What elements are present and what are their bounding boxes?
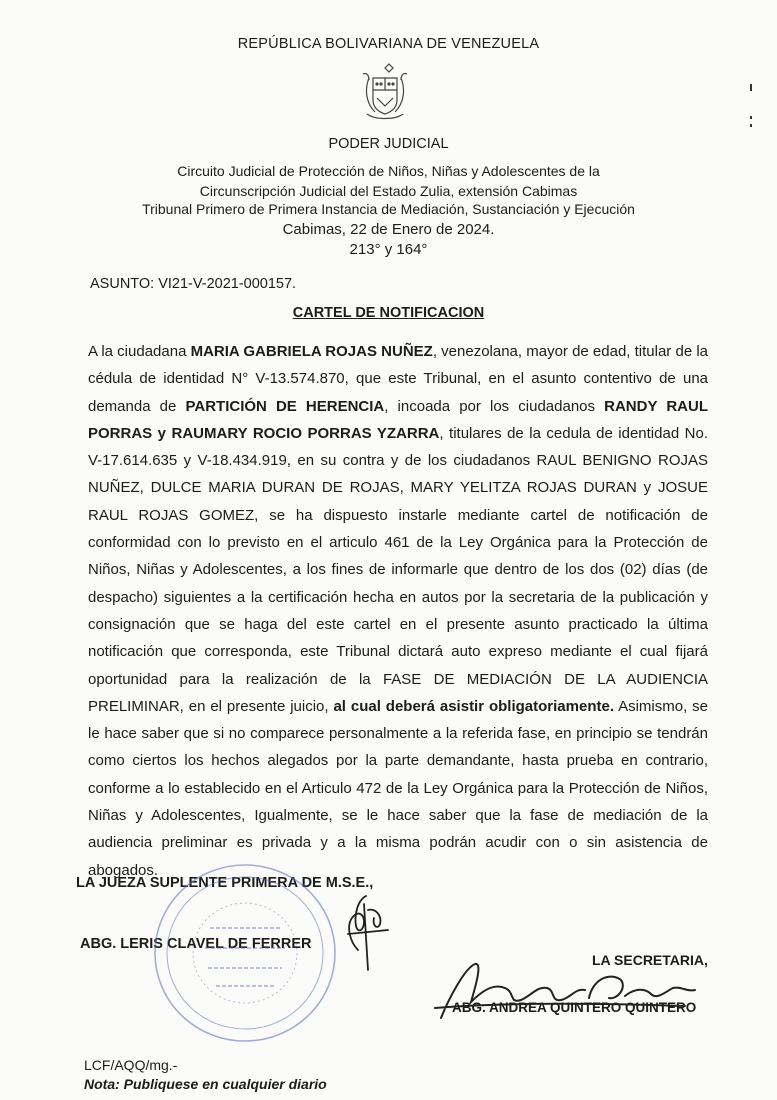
- document-title: CARTEL DE NOTIFICACION: [292, 305, 485, 321]
- publication-note: Nota: Publiquese en cualquier diario: [84, 1076, 327, 1092]
- court-line-3: Tribunal Primero de Primera Instancia de Mediación, Sustanciación y Ejecución: [142, 201, 635, 217]
- secretary-signature-icon: [425, 958, 715, 1028]
- judge-title: LA JUEZA SUPLENTE PRIMERA DE M.S.E.,: [76, 875, 374, 891]
- coat-of-arms-icon: [355, 62, 415, 126]
- place-date: Cabimas, 22 de Enero de 2024.: [282, 221, 495, 238]
- body-segment: A la ciudadana: [88, 343, 191, 360]
- judge-name: ABG. LERIS CLAVEL DE FERRER: [80, 936, 312, 952]
- body-segment: , incoada por los ciudadanos: [384, 397, 605, 415]
- court-line-1: Circuito Judicial de Protección de Niños, Niñas y Adolescentes de la: [177, 163, 600, 179]
- body-bold-name: MARIA GABRIELA ROJAS NUÑEZ: [190, 343, 433, 360]
- court-stamp-icon: [150, 858, 340, 1048]
- body-segment: Asimismo, se le hace saber que si no comparece personalmente a la referida fase, en principio se tendrán como ciertos los hechos alegados por la parte demandante, hasta prueba en contrario, conforme a lo establecido en el Articulo 472 de la Ley Orgánica para la Protección de Niños, Niñas y Adolescentes, Igualmente, se le hace saber que la fase de mediación de la audiencia preliminar es privada y a la misma podrán acudir con o sin asistencia de abogados.: [88, 697, 708, 879]
- judge-signature-icon: [328, 890, 398, 980]
- body-bold-obligation: al cual deberá asistir obligatoriamente.: [333, 697, 614, 715]
- years-line: 213° y 164°: [349, 241, 428, 258]
- body-segment: , titulares de la cedula de identidad No. V-17.614.635 y V-18.434.919, en su contra y de los ciudadanos RAUL BENIGNO ROJAS NUÑEZ, DULCE MARIA DURAN DE ROJAS, MARY YELITZA ROJAS DURAN y JOSUE RAUL ROJAS GOMEZ, se ha dispuesto instarle mediante cartel de notificación de conformidad con lo previsto en el articulo 461 de la Ley Orgánica para la Protección de Niños, Niñas y Adolescentes, a los fines de informarle que dentro de los dos (02) días (de despacho) siguientes a la certificación hecha en autos por la secretaria de la publicación y consignación que se haga del este cartel en el presente asunto practicado la última notificación que corresponda, este Tribunal dictará auto expreso mediante el cual fijará oportunidad para la realización de la FASE DE MEDIACIÓN DE LA AUDIENCIA PRELIMINAR, en el presente juicio,: [88, 424, 708, 715]
- country-heading: REPÚBLICA BOLIVARIANA DE VENEZUELA: [237, 36, 540, 52]
- body-bold-lawsuit: PARTICIÓN DE HERENCIA: [185, 397, 385, 415]
- body-bold-plaintiffs: RANDY RAUL PORRAS y RAUMARY ROCIO PORRAS YZARRA: [88, 397, 708, 442]
- court-line-2: Circunscripción Judicial del Estado Zulia, extensión Cabimas: [199, 183, 578, 199]
- secretary-title: LA SECRETARIA,: [592, 952, 708, 968]
- body-segment: , venezolana, mayor de edad, titular de la cédula de identidad N° V-13.574.870, que este Tribunal, en el asunto contentivo de una demanda de: [88, 343, 708, 415]
- case-number: ASUNTO: VI21-V-2021-000157.: [90, 276, 297, 292]
- margin-marks: [745, 80, 757, 140]
- secretary-name: ABG. ANDREA QUINTERO QUINTERO: [452, 1000, 697, 1015]
- judicial-power-heading: PODER JUDICIAL: [328, 136, 449, 152]
- notification-body: [88, 338, 708, 884]
- initials-line: LCF/AQQ/mg.-: [84, 1057, 178, 1073]
